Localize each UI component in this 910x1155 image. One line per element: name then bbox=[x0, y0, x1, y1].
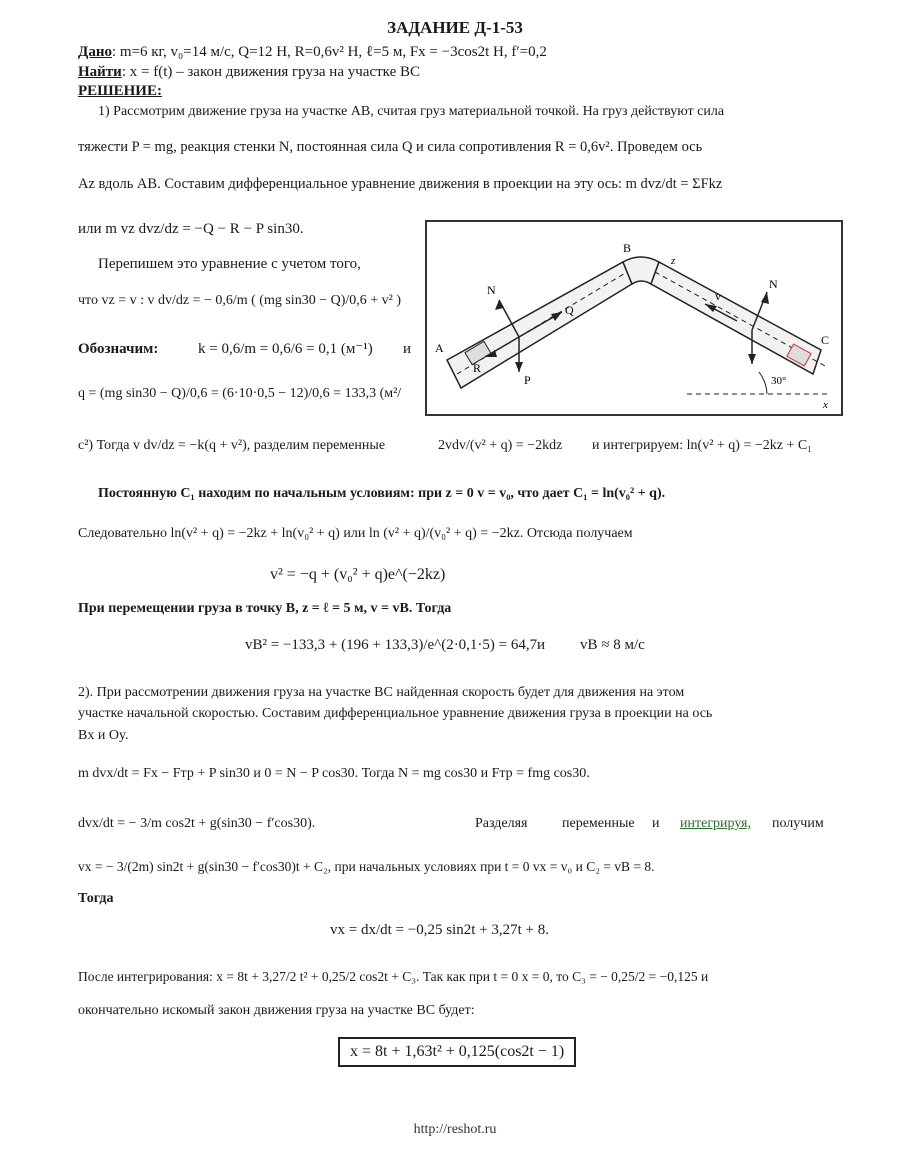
p1-line-9b: 2vdv/(v² + q) = −2kdz bbox=[438, 438, 563, 453]
p1-line-11: Следовательно ln(v² + q) = −2kz + ln(v₀² + q) или ln (v² + q)/(v₀² + q) = −2kz. Отсюда получаем bbox=[78, 526, 633, 541]
p1-line-7a: Обозначим: bbox=[78, 341, 159, 357]
find-text: : x = f(t) – закон движения груза на участке ВС bbox=[121, 64, 420, 80]
label-angle: 30° bbox=[771, 375, 787, 387]
p2-line-7: Тогда bbox=[78, 891, 114, 906]
angle-arc bbox=[759, 372, 767, 394]
given-label: Дано bbox=[78, 44, 112, 60]
p2-line-9: окончательно искомый закон движения груза на участке ВС будет: bbox=[78, 1003, 475, 1018]
p2-line-5b: Разделяя bbox=[475, 816, 528, 831]
find-label: Найти bbox=[78, 64, 122, 80]
force-p2-arrow bbox=[748, 354, 756, 364]
label-p: P bbox=[524, 373, 531, 387]
p1-line-2: тяжести P = mg, реакция стенки N, постоянная сила Q и сила сопротивления R = 0,6v². Проведем ось bbox=[78, 139, 703, 155]
p1-line-1: 1) Рассмотрим движение груза на участке АВ, считая груз материальной точкой. На груз действуют сила bbox=[98, 104, 725, 119]
footer-url[interactable]: http://reshot.ru bbox=[413, 1122, 497, 1137]
solution-label: РЕШЕНИЕ: bbox=[78, 83, 162, 99]
p2-line-5d: и bbox=[652, 816, 660, 831]
label-v: v bbox=[715, 289, 721, 303]
equation-v-squared: v² = −q + (v₀² + q)e^(−2kz) bbox=[270, 566, 446, 583]
p1-line-10: Постоянную C₁ находим по начальным условиям: при z = 0 v = v₀, что дает C₁ = ln(v₀² + q). bbox=[98, 486, 666, 501]
equation-vb-squared: vB² = −133,3 + (196 + 133,3)/e^(2·0,1·5) = 64,7 bbox=[245, 637, 538, 653]
label-n1: N bbox=[487, 283, 496, 297]
find-line bbox=[78, 63, 420, 81]
p1-line-7c: и bbox=[403, 341, 412, 357]
force-n2-arrow bbox=[761, 292, 769, 304]
equation-vb: vB ≈ 8 м/с bbox=[580, 637, 645, 653]
p1-line-7b: k = 0,6/m = 0,6/6 = 0,1 (м⁻¹) bbox=[198, 341, 373, 357]
p1-line-4: или m vz dvz/dz = −Q − R − P sin30. bbox=[78, 221, 304, 237]
given-line bbox=[78, 43, 547, 61]
p1-line-12: При перемещении груза в точку B, z = ℓ = 5 м, v = vB. Тогда bbox=[78, 601, 452, 616]
equation-vx: vx = dx/dt = −0,25 sin2t + 3,27t + 8. bbox=[330, 922, 549, 938]
p1-line-9c: и интегрируем: ln(v² + q) = −2kz + C₁ bbox=[592, 438, 813, 453]
label-q: Q bbox=[565, 303, 574, 317]
p2-line-5a: dvx/dt = − 3/m cos2t + g(sin30 − f′cos30). bbox=[78, 816, 316, 831]
label-x: x bbox=[823, 399, 828, 411]
equation-and: и bbox=[537, 637, 546, 653]
p2-line-8: После интегрирования: x = 8t + 3,27/2 t² + 0,25/2 cos2t + C₃. Так как при t = 0 x = 0, то C₃ = − 0,25/2 = −0,125 и bbox=[78, 969, 709, 984]
label-r: R bbox=[473, 361, 482, 375]
p1-line-5: Перепишем это уравнение с учетом того, bbox=[98, 256, 361, 272]
final-answer-box: x = 8t + 1,63t² + 0,125(cos2t − 1) bbox=[338, 1037, 576, 1067]
page-title: ЗАДАНИЕ Д-1-53 bbox=[387, 18, 523, 37]
p2-line-5c: переменные bbox=[562, 816, 635, 831]
p2-line-4: m dvx/dt = Fx − Fтр + P sin30 и 0 = N − P cos30. Тогда N = mg cos30 и Fтр = fmg cos30. bbox=[78, 766, 590, 781]
force-p-arrow bbox=[515, 362, 523, 372]
p2-line-2: участке начальной скоростью. Составим дифференциальное уравнение движения груза в проекции на ось bbox=[78, 706, 713, 721]
p2-line-5e: интегрируя, bbox=[680, 816, 751, 831]
p2-line-3: Bx и Oy. bbox=[78, 728, 129, 743]
label-c: C bbox=[821, 333, 830, 347]
p2-line-6: vx = − 3/(2m) sin2t + g(sin30 − f′cos30)t + C₂, при начальных условиях при t = 0 vx = v₀ и C₂ = vB = 8. bbox=[78, 859, 655, 874]
motion-diagram bbox=[425, 220, 843, 416]
p2-line-5f: получим bbox=[772, 816, 824, 831]
label-a: A bbox=[435, 341, 444, 355]
p1-line-8: q = (mg sin30 − Q)/0,6 = (6·10·0,5 − 12)/0,6 = 133,3 (м²/ bbox=[78, 386, 402, 401]
motion-diagram-svg bbox=[427, 222, 841, 414]
p1-line-3: Az вдоль АВ. Составим дифференциальное уравнение движения в проекции на эту ось: m dvz/dt = ΣFkz bbox=[78, 176, 723, 192]
label-n2: N bbox=[769, 277, 778, 291]
label-z: z bbox=[671, 255, 676, 267]
p1-line-9a: с²) Тогда v dv/dz = −k(q + v²), разделим переменные bbox=[78, 438, 386, 453]
label-b: B bbox=[623, 241, 632, 255]
p1-line-6: что vz = v : v dv/dz = − 0,6/m ( (mg sin30 − Q)/0,6 + v² ) bbox=[78, 293, 402, 308]
p2-line-1: 2). При рассмотрении движения груза на участке ВС найденная скорость будет для движения на этом bbox=[78, 685, 685, 700]
given-text: : m=6 кг, v₀=14 м/с, Q=12 Н, R=0,6v² Н, ℓ=5 м, Fx = −3cos2t Н, f′=0,2 bbox=[111, 44, 547, 60]
